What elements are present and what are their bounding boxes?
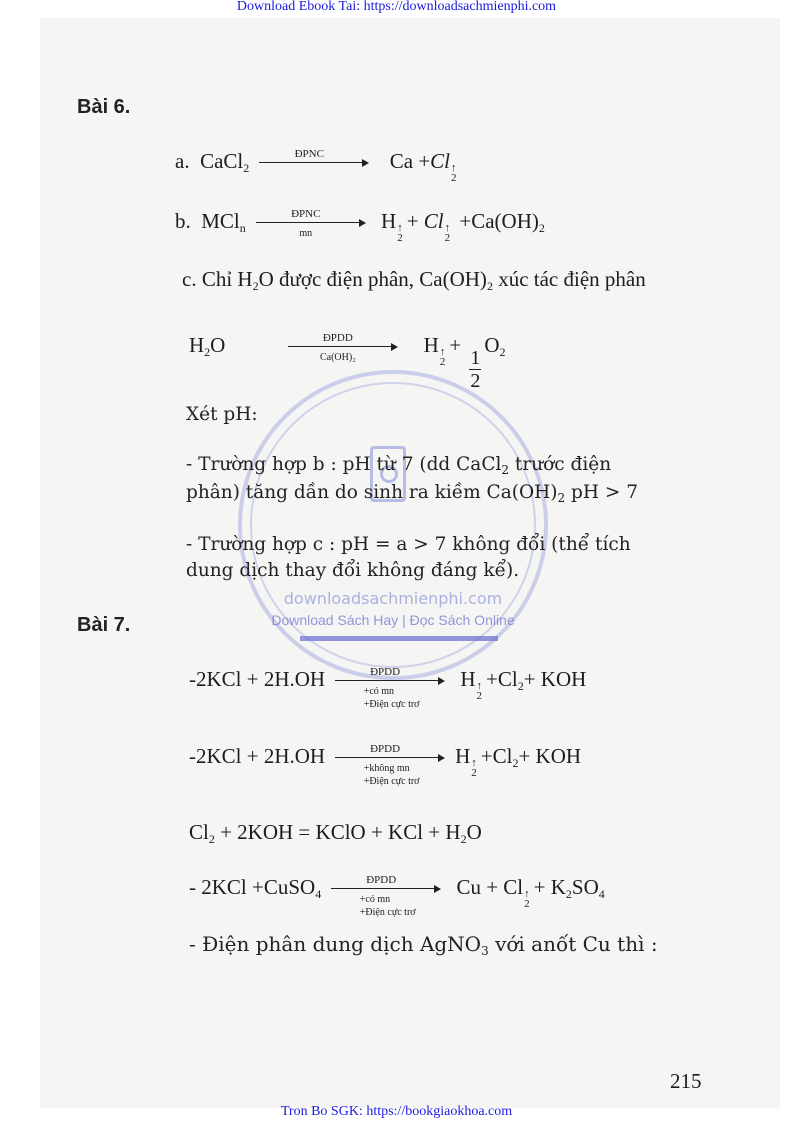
subscript: n bbox=[239, 221, 246, 235]
condition-top: ĐPDD bbox=[366, 874, 397, 887]
text-segment: Cu + Cl bbox=[451, 875, 524, 899]
reaction-arrow bbox=[331, 874, 441, 919]
gas-up-arrow-subscript bbox=[471, 758, 477, 778]
text-segment: O bbox=[484, 333, 500, 357]
subscript: 2 bbox=[444, 232, 451, 244]
condition-bottom bbox=[360, 893, 431, 919]
subscript: 2 bbox=[397, 232, 403, 244]
subscript: 2 bbox=[501, 463, 510, 477]
reaction-arrow bbox=[256, 208, 366, 240]
condition-bottom bbox=[256, 227, 356, 240]
subscript: 2 bbox=[486, 279, 493, 293]
text-segment: H bbox=[407, 333, 439, 357]
text-segment: b. MCl bbox=[175, 209, 240, 233]
subscript: 4 bbox=[598, 887, 605, 901]
subscript: 2 bbox=[499, 345, 506, 359]
arrow-head-icon bbox=[362, 159, 369, 167]
subscript: 2 bbox=[204, 345, 211, 359]
reaction-arrow bbox=[335, 666, 445, 711]
condition-line: mn bbox=[299, 228, 313, 240]
arrow-head-icon bbox=[359, 219, 366, 227]
heading-bai-7: Bài 7. bbox=[77, 614, 131, 636]
text-segment: Xét pH: bbox=[186, 404, 258, 425]
condition-line: Ca(OH)₂ bbox=[319, 352, 356, 364]
text-segment: pH > 7 bbox=[565, 482, 638, 503]
up-arrow-icon: ↑ bbox=[476, 680, 483, 692]
reaction-arrow bbox=[288, 332, 398, 364]
text-segment: O bbox=[466, 820, 482, 844]
condition-line: +không mn bbox=[363, 763, 410, 775]
up-arrow-icon: ↑ bbox=[451, 162, 457, 174]
arrow-head-icon bbox=[391, 343, 398, 351]
fraction bbox=[469, 347, 481, 392]
text-segment: -2KCl + 2H.OH bbox=[189, 667, 326, 691]
gas-up-arrow-subscript bbox=[397, 223, 403, 243]
subscript: 2 bbox=[538, 221, 545, 235]
arrow-head-icon bbox=[438, 677, 445, 685]
arrow-shaft bbox=[335, 757, 443, 758]
subscript: 4 bbox=[315, 887, 322, 901]
subscript: 2 bbox=[439, 356, 446, 368]
condition-bottom bbox=[288, 351, 388, 364]
subscript: 2 bbox=[517, 679, 524, 693]
text-segment: c. Chỉ H bbox=[182, 267, 253, 291]
text-segment: trước điện bbox=[509, 454, 612, 475]
equation-b bbox=[175, 208, 545, 244]
arrow-shaft bbox=[335, 680, 443, 681]
condition-line: +Điện cực trơ bbox=[359, 907, 416, 919]
footer-sgk-link[interactable]: Tron Bo SGK: https://bookgiaokhoa.com bbox=[280, 1104, 513, 1119]
italic-symbol: Cl bbox=[430, 149, 451, 173]
subscript: 2 bbox=[451, 172, 457, 184]
gas-up-arrow-subscript bbox=[477, 681, 483, 701]
gas-up-arrow-subscript bbox=[524, 889, 530, 909]
text-segment: H bbox=[455, 744, 471, 768]
condition-top: ĐPDD bbox=[370, 743, 401, 756]
subscript: 2 bbox=[208, 832, 215, 846]
arrow-shaft bbox=[331, 888, 439, 889]
condition-line: +có mn bbox=[359, 894, 391, 906]
text-segment: H bbox=[375, 209, 397, 233]
arrow-shaft bbox=[256, 222, 364, 223]
arrow-head-icon bbox=[434, 885, 441, 893]
text-segment: + bbox=[449, 333, 467, 357]
text-segment: + bbox=[406, 209, 424, 233]
line-c-text bbox=[182, 269, 646, 292]
subscript: 2 bbox=[524, 898, 530, 910]
text-segment: - Trường hợp b : pH từ 7 (dd CaCl bbox=[186, 454, 502, 475]
gas-up-arrow-subscript bbox=[451, 163, 457, 183]
equation-5 bbox=[189, 932, 658, 958]
text-segment: a. CaCl bbox=[175, 149, 244, 173]
heading-bai-6: Bài 6. bbox=[77, 96, 131, 118]
text-segment: phân) tăng dần do sinh ra kiềm Ca(OH) bbox=[186, 482, 558, 503]
case-b-line-2 bbox=[186, 482, 638, 505]
reaction-arrow bbox=[259, 148, 369, 165]
text-segment: +Cl bbox=[486, 667, 518, 691]
subscript: 2 bbox=[471, 767, 477, 779]
text-segment: dung dịch thay đổi không đáng kể). bbox=[186, 560, 520, 581]
subscript: 3 bbox=[481, 944, 489, 958]
case-b-line-1 bbox=[186, 454, 611, 477]
condition-bottom bbox=[364, 685, 435, 711]
text-segment: với anốt Cu thì : bbox=[488, 932, 658, 956]
up-arrow-icon: ↑ bbox=[439, 346, 446, 358]
subscript: 2 bbox=[252, 279, 259, 293]
up-arrow-icon: ↑ bbox=[471, 757, 477, 769]
text-segment: Ca + bbox=[379, 149, 431, 173]
ph-title bbox=[186, 404, 258, 425]
subscript: 2 bbox=[476, 690, 483, 702]
text-segment: Cl bbox=[189, 820, 209, 844]
subscript: 2 bbox=[557, 491, 566, 505]
arrow-head-icon bbox=[438, 754, 445, 762]
watermark-site: downloadsachmienphi.com bbox=[283, 589, 503, 608]
equation-a bbox=[175, 148, 461, 184]
equation-2 bbox=[189, 743, 582, 788]
condition-top: ĐPDD bbox=[322, 332, 353, 345]
arrow-shaft bbox=[259, 162, 367, 163]
up-arrow-icon: ↑ bbox=[524, 888, 530, 900]
text-segment: + KOH bbox=[523, 667, 587, 691]
italic-symbol: Cl bbox=[423, 209, 444, 233]
text-segment: xúc tác điện phân bbox=[492, 267, 646, 291]
case-c-line-2 bbox=[186, 560, 519, 581]
subscript: 2 bbox=[460, 832, 467, 846]
case-c-line-1 bbox=[186, 534, 631, 555]
condition-line: +Điện cực trơ bbox=[363, 776, 420, 788]
condition-bottom bbox=[364, 762, 435, 788]
equation-c bbox=[189, 332, 506, 392]
condition-top: ĐPDD bbox=[370, 666, 401, 679]
subscript: 2 bbox=[512, 756, 519, 770]
condition-top: ĐPNC bbox=[294, 148, 324, 161]
text-segment: H bbox=[189, 333, 205, 357]
condition-top: ĐPNC bbox=[291, 208, 321, 221]
page-number: 215 bbox=[670, 1069, 702, 1093]
text-segment: +Cl bbox=[480, 744, 513, 768]
subscript: 2 bbox=[565, 887, 572, 901]
watermark-tagline: Download Sách Hay | Đọc Sách Online bbox=[271, 612, 515, 628]
arrow-shaft bbox=[288, 346, 396, 347]
numerator: 1 bbox=[470, 347, 481, 369]
condition-line: +Điện cực trơ bbox=[363, 699, 420, 711]
text-segment: - Trường hợp c : pH = a > 7 không đổi (thể tích bbox=[186, 534, 631, 555]
up-arrow-icon: ↑ bbox=[397, 222, 403, 234]
text-segment: - 2KCl +CuSO bbox=[189, 875, 316, 899]
up-arrow-icon: ↑ bbox=[444, 222, 451, 234]
text-segment: + 2KOH = KClO + KCl + H bbox=[214, 820, 461, 844]
text-segment: SO bbox=[571, 875, 599, 899]
condition-line: +có mn bbox=[363, 686, 395, 698]
gas-up-arrow-subscript bbox=[440, 347, 446, 367]
text-segment: + KOH bbox=[518, 744, 582, 768]
text-segment: +Ca(OH) bbox=[454, 209, 539, 233]
text-segment: O bbox=[210, 333, 278, 357]
text-segment: -2KCl + 2H.OH bbox=[189, 744, 326, 768]
equation-1 bbox=[189, 666, 587, 711]
equation-4 bbox=[189, 874, 605, 919]
text-segment: + K bbox=[533, 875, 566, 899]
text-segment: - Điện phân dung dịch AgNO bbox=[189, 932, 482, 956]
text-segment: O được điện phân, Ca(OH) bbox=[258, 267, 487, 291]
denominator: 2 bbox=[470, 370, 481, 392]
text-segment: H bbox=[455, 667, 476, 691]
header-download-link[interactable]: Download Ebook Tai: https://downloadsachmienphi.com bbox=[236, 0, 557, 14]
equation-3 bbox=[189, 822, 482, 845]
subscript: 2 bbox=[243, 161, 250, 175]
reaction-arrow bbox=[335, 743, 445, 788]
gas-up-arrow-subscript bbox=[445, 223, 451, 243]
